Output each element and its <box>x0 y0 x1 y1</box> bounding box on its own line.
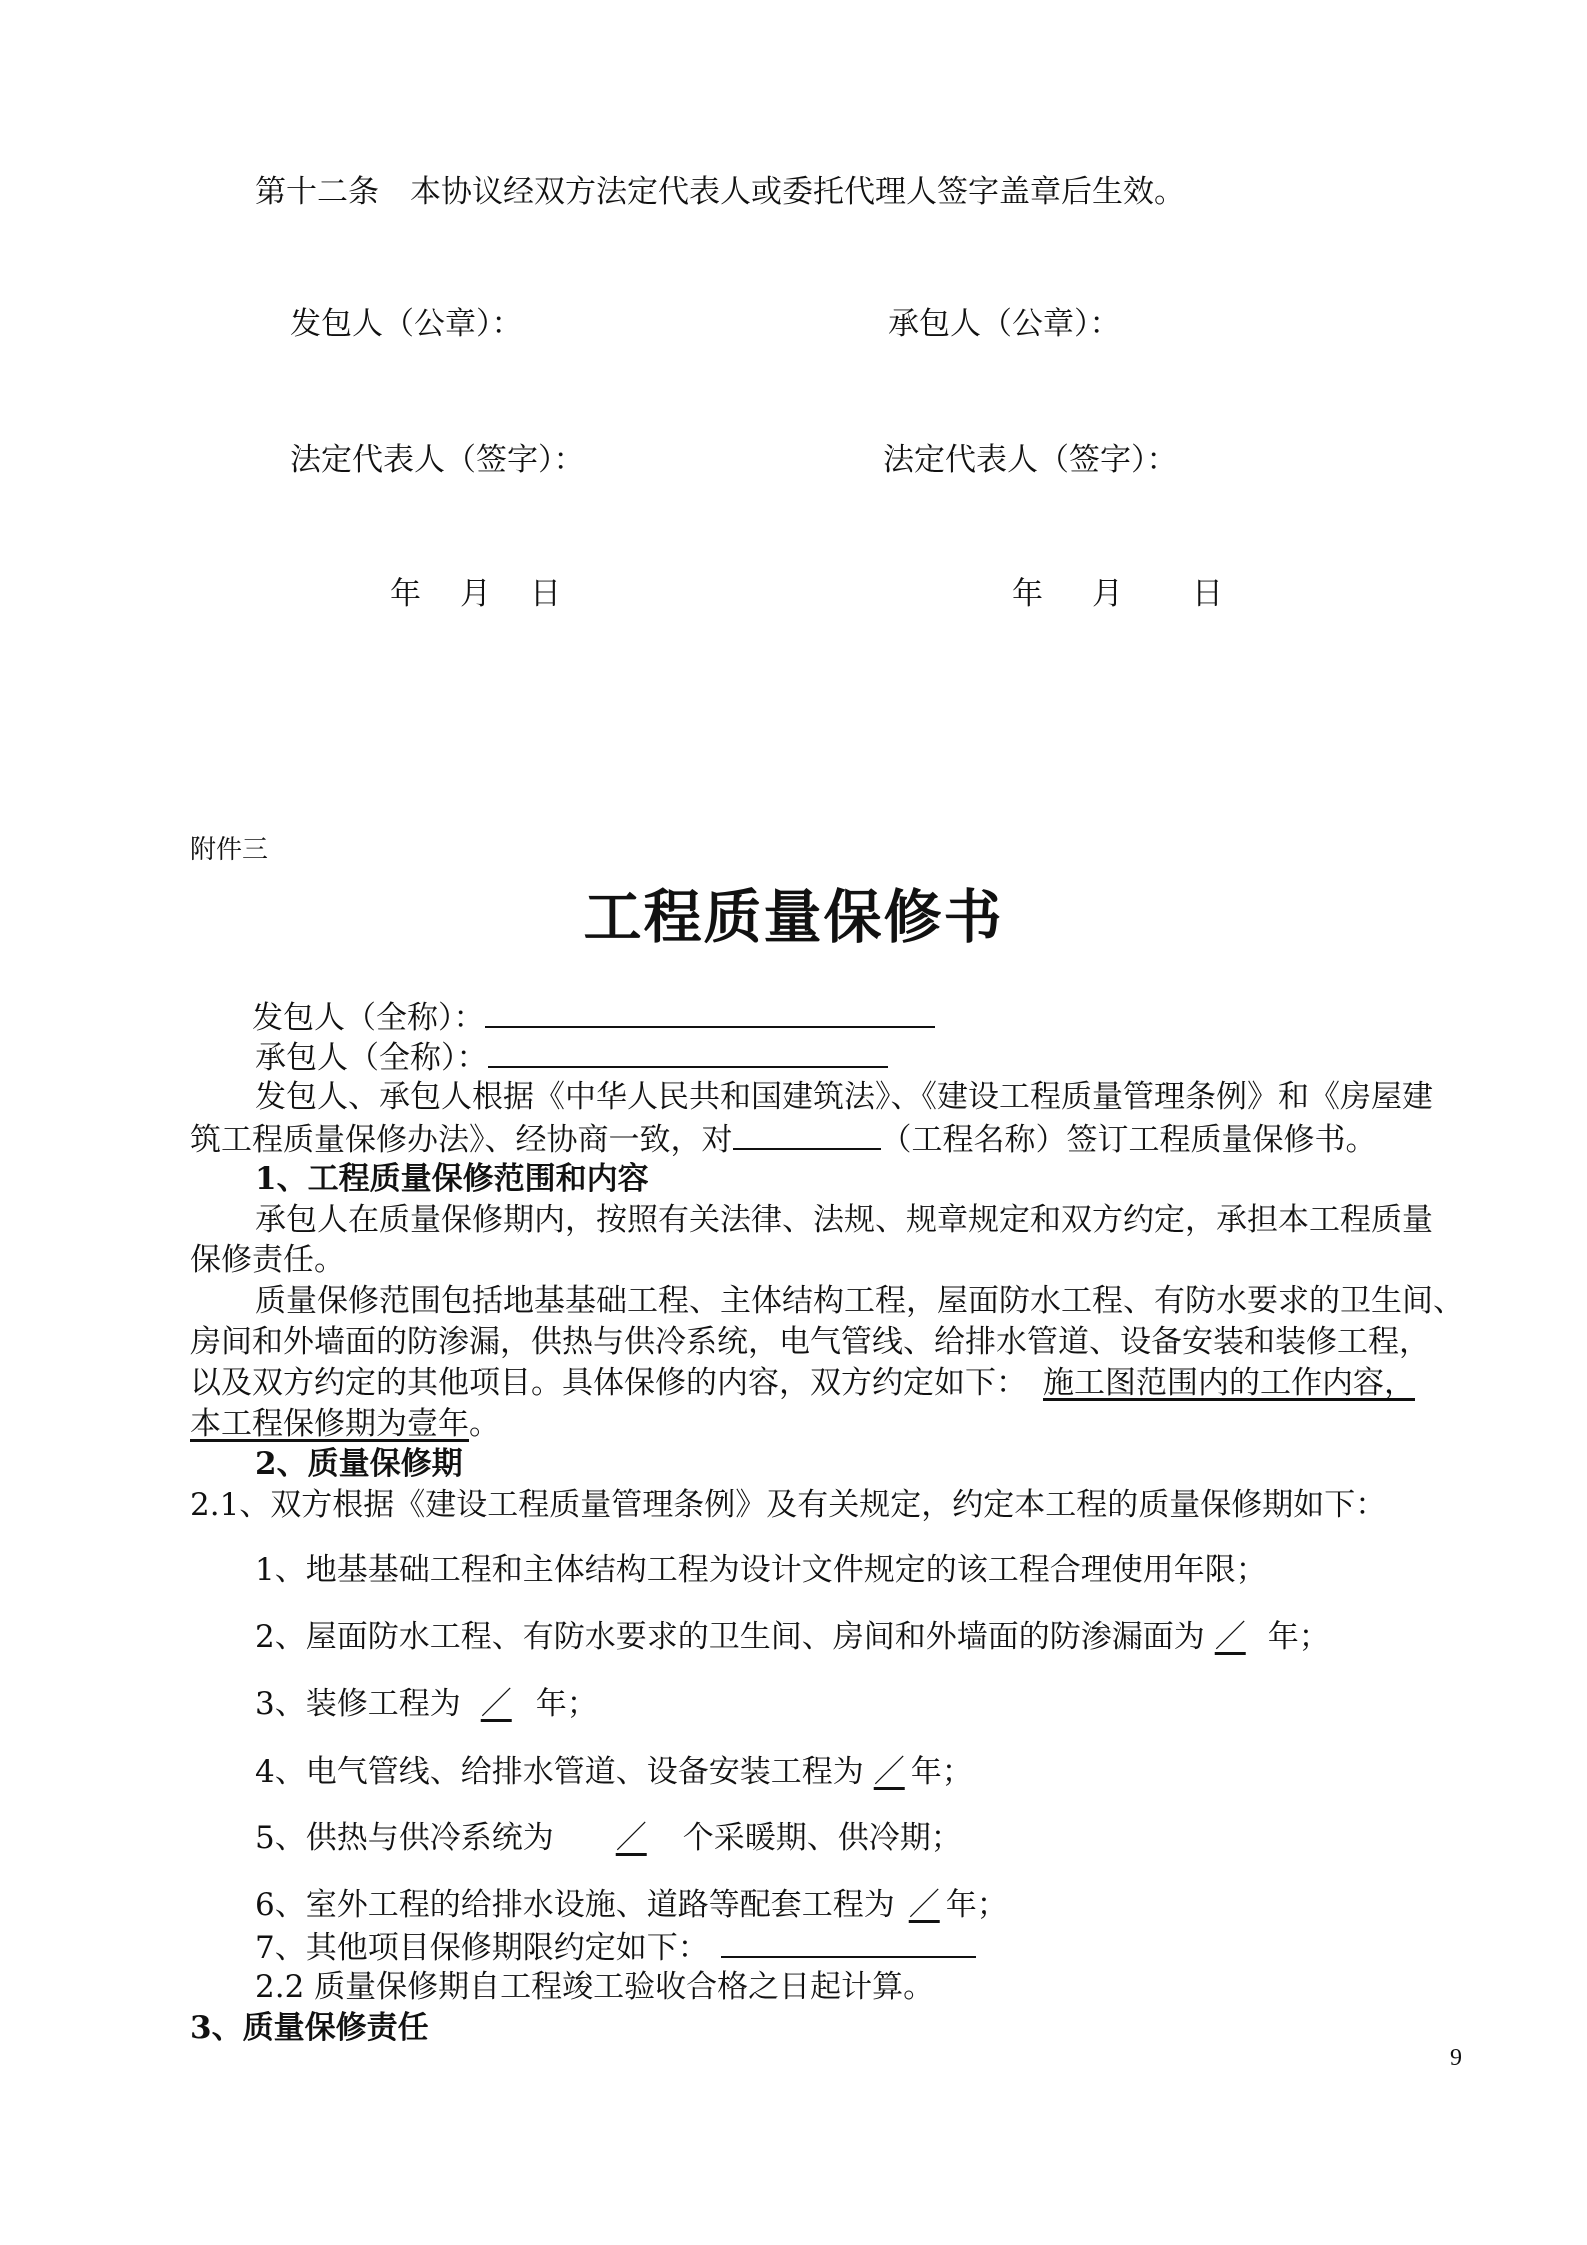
item-5-unit: 个采暖期、供冷期； <box>682 1820 962 1856</box>
party-a-line <box>252 996 935 1038</box>
section-3-title: 3、质量保修责任 <box>190 2010 429 2046</box>
item-6 <box>255 1885 1008 1925</box>
section-1-para-1-line-2: 保修责任。 <box>190 1242 345 1278</box>
intro-line-2 <box>190 1118 1377 1160</box>
item-2-unit: 年； <box>1267 1619 1330 1655</box>
item-6-value: ／ <box>908 1887 940 1923</box>
item-5-value: ／ <box>615 1820 647 1856</box>
item-5 <box>255 1818 962 1858</box>
item-6-unit: 年； <box>945 1887 1008 1923</box>
item-2 <box>255 1617 1330 1657</box>
page-number: 9 <box>1450 2045 1462 2071</box>
item-1: 1、地基基础工程和主体结构工程为设计文件规定的该工程合理使用年限； <box>255 1552 1267 1588</box>
section-2-title: 2、质量保修期 <box>255 1446 463 1482</box>
item-2-text: 2、屋面防水工程、有防水要求的卫生间、房间和外墙面的防渗漏面为 <box>255 1619 1205 1655</box>
article-12: 第十二条 本协议经双方法定代表人或委托代理人签字盖章后生效。 <box>255 174 1185 210</box>
item-4 <box>255 1752 973 1792</box>
left-date-month: 月 <box>460 576 491 612</box>
section-2-intro: 2.1、双方根据《建设工程质量管理条例》及有关规定，约定本工程的质量保修期如下： <box>190 1487 1387 1523</box>
item-4-value: ／ <box>873 1754 905 1790</box>
section-1-para-2-line-4-b: 。 <box>469 1406 500 1442</box>
left-date-year: 年 <box>390 576 421 612</box>
section-2-2: 2.2 质量保修期自工程竣工验收合格之日起计算。 <box>255 1969 935 2005</box>
party-a-blank[interactable] <box>485 996 935 1028</box>
intro-line-1: 发包人、承包人根据《中华人民共和国建筑法》、《建设工程质量管理条例》和《房屋建 <box>255 1079 1433 1115</box>
right-rep-label: 法定代表人（签字）： <box>883 442 1178 478</box>
right-date-day: 日 <box>1192 576 1223 612</box>
item-4-text: 4、电气管线、给排水管道、设备安装工程为 <box>255 1754 864 1790</box>
section-1-para-2-line-3-a: 以及双方约定的其他项目。具体保修的内容，双方约定如下： <box>190 1365 1027 1401</box>
item-6-text: 6、室外工程的给排水设施、道路等配套工程为 <box>255 1887 895 1923</box>
project-name-blank[interactable] <box>733 1118 881 1150</box>
left-seal-label: 发包人（公章）： <box>290 306 523 342</box>
item-4-unit: 年； <box>910 1754 973 1790</box>
item-7-blank[interactable] <box>721 1926 976 1958</box>
right-date-year: 年 <box>1012 576 1043 612</box>
item-3-unit: 年； <box>535 1686 598 1722</box>
warranty-content-value: 施工图范围内的工作内容， <box>1043 1365 1415 1401</box>
intro-line-2-a: 筑工程质量保修办法》、经协商一致，对 <box>190 1122 733 1158</box>
section-1-para-2-line-3 <box>190 1363 1421 1403</box>
party-b-blank[interactable] <box>488 1036 888 1068</box>
item-7 <box>255 1926 976 1968</box>
warranty-period-value: 本工程保修期为壹年 <box>190 1406 469 1442</box>
item-3-value: ／ <box>480 1686 512 1722</box>
section-1-para-2-line-2: 房间和外墙面的防渗漏，供热与供冷系统，电气管线、给排水管道、设备安装和装修工程， <box>190 1324 1430 1360</box>
right-seal-label: 承包人（公章）： <box>888 306 1121 342</box>
intro-line-2-b: （工程名称）签订工程质量保修书。 <box>880 1122 1377 1158</box>
party-a-label: 发包人（全称）： <box>252 1000 485 1036</box>
item-5-text: 5、供热与供冷系统为 <box>255 1820 554 1856</box>
left-rep-label: 法定代表人（签字）： <box>290 442 585 478</box>
left-date-day: 日 <box>530 576 561 612</box>
section-1-para-1-line-1: 承包人在质量保修期内，按照有关法律、法规、规章规定和双方约定，承担本工程质量 <box>255 1202 1433 1238</box>
item-7-text: 7、其他项目保修期限约定如下： <box>255 1930 709 1966</box>
section-1-para-2-line-4 <box>190 1404 500 1444</box>
attachment-label: 附件三 <box>190 835 269 865</box>
item-2-value: ／ <box>1214 1619 1246 1655</box>
document-title: 工程质量保修书 <box>583 883 1004 951</box>
party-b-label: 承包人（全称）： <box>255 1040 488 1076</box>
right-date-month: 月 <box>1092 576 1123 612</box>
party-b-line <box>255 1036 888 1078</box>
section-1-para-2-line-1: 质量保修范围包括地基基础工程、主体结构工程，屋面防水工程、有防水要求的卫生间、 <box>255 1283 1464 1319</box>
item-3 <box>255 1684 598 1724</box>
item-3-text: 3、装修工程为 <box>255 1686 461 1722</box>
section-1-title: 1、工程质量保修范围和内容 <box>255 1161 649 1197</box>
